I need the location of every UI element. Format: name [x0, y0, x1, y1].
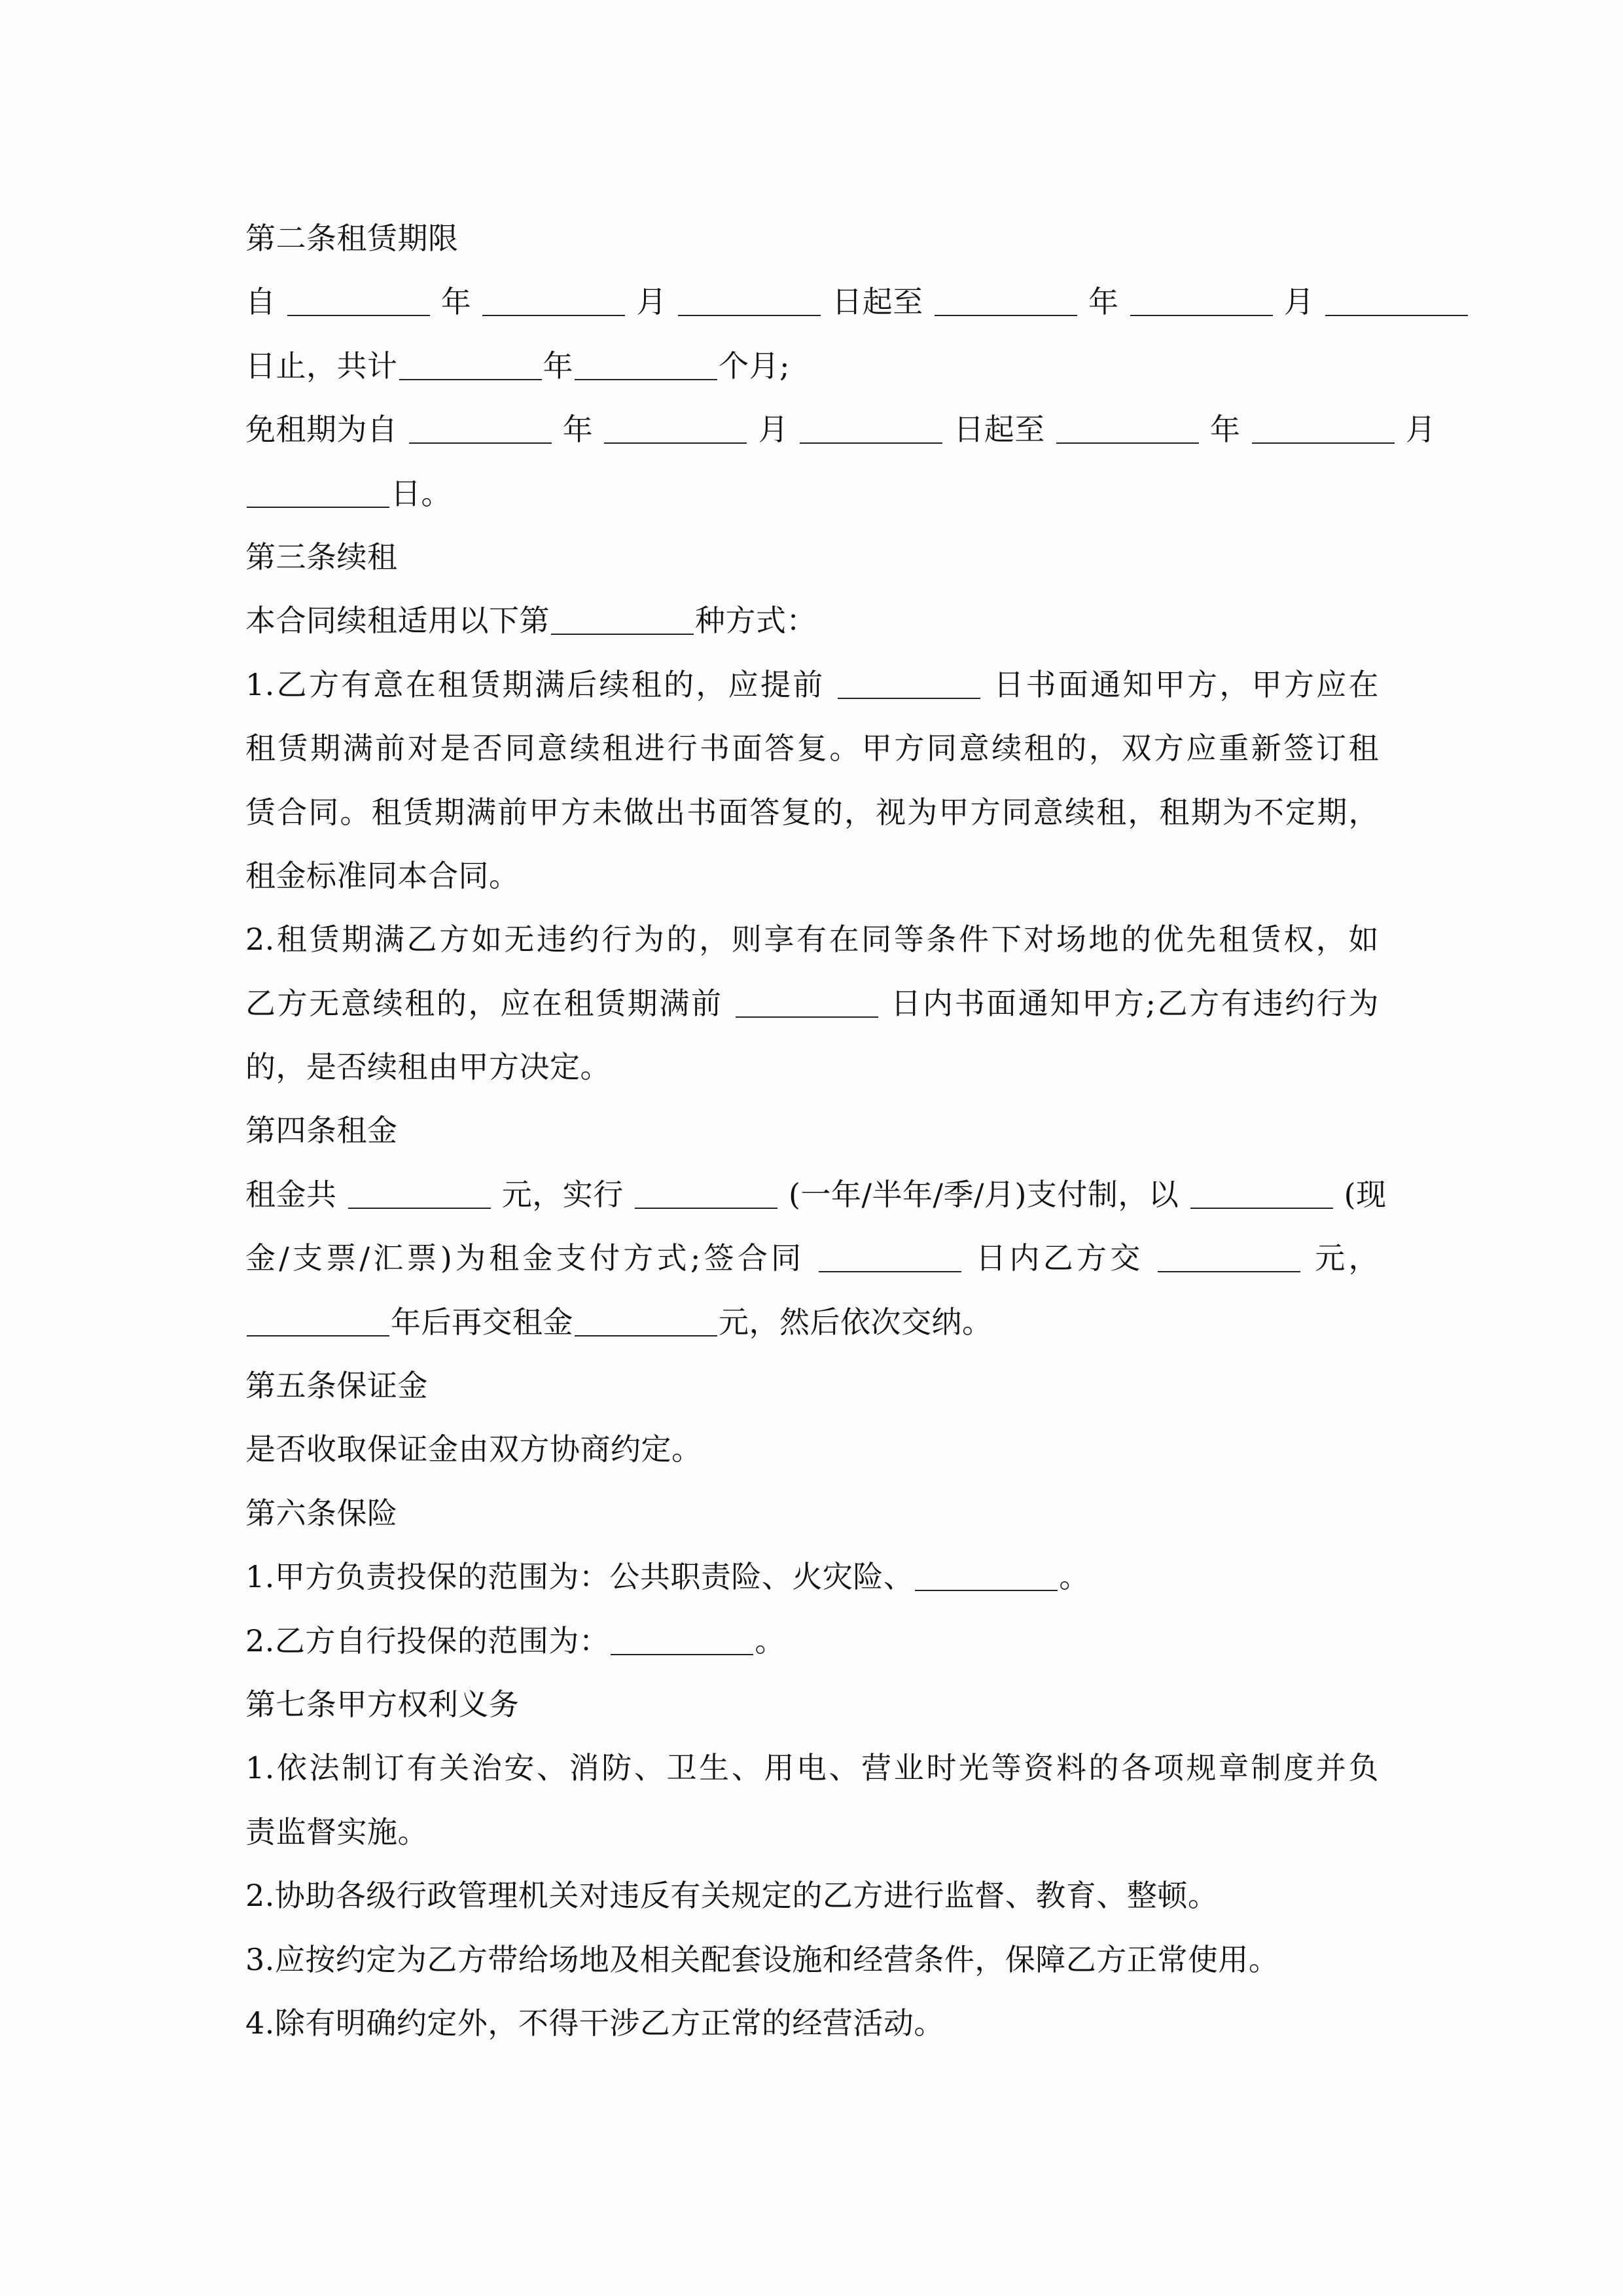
text-run: 责监督实施。 [245, 1814, 428, 1850]
text-run: 元，实行 [501, 1176, 624, 1212]
text-run: 4.除有明确约定外，不得干涉乙方正常的经营活动。 [245, 2005, 944, 2041]
paragraph-line [245, 1163, 1387, 1227]
fill-in-blank[interactable] [399, 379, 542, 380]
paragraph-line [245, 270, 1379, 334]
fill-in-blank[interactable] [678, 315, 821, 316]
text-run: 租金标准同本合同。 [245, 857, 520, 893]
text-run: (一年/半年/季/月)支付制，以 [789, 1176, 1179, 1212]
text-run: (现 [1344, 1176, 1387, 1212]
paragraph-line [245, 1736, 1379, 1800]
text-run: 日起至 [954, 412, 1045, 448]
paragraph-line [245, 1545, 1379, 1609]
fill-in-blank[interactable] [1252, 442, 1395, 444]
fill-in-blank[interactable] [1056, 442, 1199, 444]
text-run: 免租期为自 [245, 412, 398, 448]
text-run: 。 [1059, 1559, 1090, 1595]
fill-in-blank[interactable] [838, 698, 980, 699]
fill-in-blank[interactable] [482, 315, 625, 316]
text-run: 1.依法制订有关治安、消防、卫生、用电、营业时光等资料的各项规章制度并负 [245, 1750, 1379, 1786]
fill-in-blank[interactable] [409, 442, 552, 444]
fill-in-blank[interactable] [819, 1271, 961, 1272]
text-run: 月 [1405, 412, 1436, 448]
text-run: 月 [1283, 284, 1315, 320]
fill-in-blank[interactable] [287, 315, 430, 316]
fill-in-blank[interactable] [1130, 315, 1273, 316]
text-run: 2.乙方自行投保的范围为： [245, 1623, 610, 1659]
paragraph-line [245, 1227, 1379, 1290]
section-heading: 第五条保证金 [245, 1368, 428, 1404]
fill-in-blank[interactable] [915, 1590, 1058, 1591]
fill-in-blank[interactable] [247, 507, 389, 508]
fill-in-blank[interactable] [1325, 315, 1468, 316]
text-run: 月 [636, 284, 667, 320]
text-run: 日起至 [832, 284, 923, 320]
section-heading: 第二条租赁期限 [245, 221, 459, 256]
fill-in-blank[interactable] [736, 1016, 878, 1018]
text-run: 本合同续租适用以下第 [245, 603, 550, 639]
fill-in-blank[interactable] [635, 1208, 777, 1209]
paragraph-line [245, 972, 1379, 1035]
fill-in-blank[interactable] [611, 1654, 753, 1655]
text-run: 月 [758, 412, 789, 448]
fill-in-blank[interactable] [1190, 1208, 1333, 1209]
text-run: 年 [440, 284, 472, 320]
text-run: 的，是否续租由甲方决定。 [245, 1049, 611, 1085]
paragraph-line [245, 1992, 1379, 2055]
fill-in-blank[interactable] [800, 442, 942, 444]
text-run: 3.应按约定为乙方带给场地及相关配套设施和经营条件，保障乙方正常使用。 [245, 1941, 1279, 1977]
text-run: 年后再交租金 [391, 1304, 573, 1340]
paragraph-line [245, 1418, 1379, 1481]
fill-in-blank[interactable] [348, 1208, 491, 1209]
paragraph-line [245, 1035, 1379, 1099]
text-run: 是否收取保证金由双方协商约定。 [245, 1431, 702, 1467]
text-run: 种方式： [695, 603, 817, 639]
text-run: 日书面通知甲方，甲方应在 [993, 666, 1380, 702]
text-run: 日内书面通知甲方;乙方有违约行为 [891, 985, 1380, 1021]
text-run: 元，然后依次交纳。 [719, 1304, 993, 1340]
paragraph-line [245, 653, 1379, 717]
text-run: 日。 [391, 475, 452, 511]
text-run: 2.协助各级行政管理机关对违反有关规定的乙方进行监督、教育、整顿。 [245, 1878, 1219, 1914]
paragraph-line [245, 1609, 1379, 1673]
paragraph-line [245, 1928, 1379, 1992]
paragraph-line [245, 1801, 1379, 1864]
paragraph-line [245, 781, 1379, 844]
paragraph-line [245, 908, 1379, 971]
text-run: 金/支票/汇票)为租金支付方式;签合同 [245, 1240, 805, 1276]
fill-in-blank[interactable] [1158, 1271, 1300, 1272]
paragraph-line [245, 334, 1379, 398]
section-heading: 第七条甲方权利义务 [245, 1686, 520, 1722]
paragraph-line [245, 717, 1379, 780]
section-heading: 第六条保险 [245, 1495, 398, 1531]
text-run: 赁合同。租赁期满前甲方未做出书面答复的，视为甲方同意续租，租期为不定期， [245, 794, 1379, 830]
paragraph-line [245, 1864, 1379, 1928]
fill-in-blank[interactable] [247, 1335, 389, 1336]
text-run: 年 [1210, 412, 1241, 448]
fill-in-blank[interactable] [604, 442, 747, 444]
paragraph-line [245, 462, 1379, 526]
text-run: 日内乙方交 [976, 1240, 1144, 1276]
text-run: 元， [1315, 1240, 1380, 1276]
fill-in-blank[interactable] [575, 1335, 717, 1336]
paragraph-line [245, 844, 1379, 908]
text-run: 1.甲方负责投保的范围为：公共职责险、火灾险、 [245, 1559, 914, 1595]
text-run: 个月; [719, 348, 790, 384]
paragraph-line [245, 589, 1379, 653]
text-run: 年 [543, 348, 573, 384]
fill-in-blank[interactable] [935, 315, 1077, 316]
section-heading: 第三条续租 [245, 539, 398, 575]
fill-in-blank[interactable] [575, 379, 717, 380]
text-run: 年 [562, 412, 594, 448]
paragraph-line [245, 1291, 1379, 1354]
text-run: 租赁期满前对是否同意续租进行书面答复。甲方同意续租的，双方应重新签订租 [245, 730, 1379, 766]
text-run: 年 [1088, 284, 1119, 320]
fill-in-blank[interactable] [551, 634, 694, 635]
text-run: 自 [245, 284, 276, 320]
text-run: 2.租赁期满乙方如无违约行为的，则享有在同等条件下对场地的优先租赁权，如 [245, 922, 1379, 958]
text-run: 。 [755, 1623, 785, 1659]
section-heading: 第四条租金 [245, 1113, 398, 1149]
paragraph-line [245, 398, 1436, 461]
contract-page [245, 207, 1436, 2055]
text-run: 日止，共计 [245, 348, 398, 384]
text-run: 租金共 [245, 1176, 337, 1212]
text-run: 乙方无意续租的，应在租赁期满前 [245, 985, 723, 1021]
text-run: 1.乙方有意在租赁期满后续租的，应提前 [245, 666, 825, 702]
